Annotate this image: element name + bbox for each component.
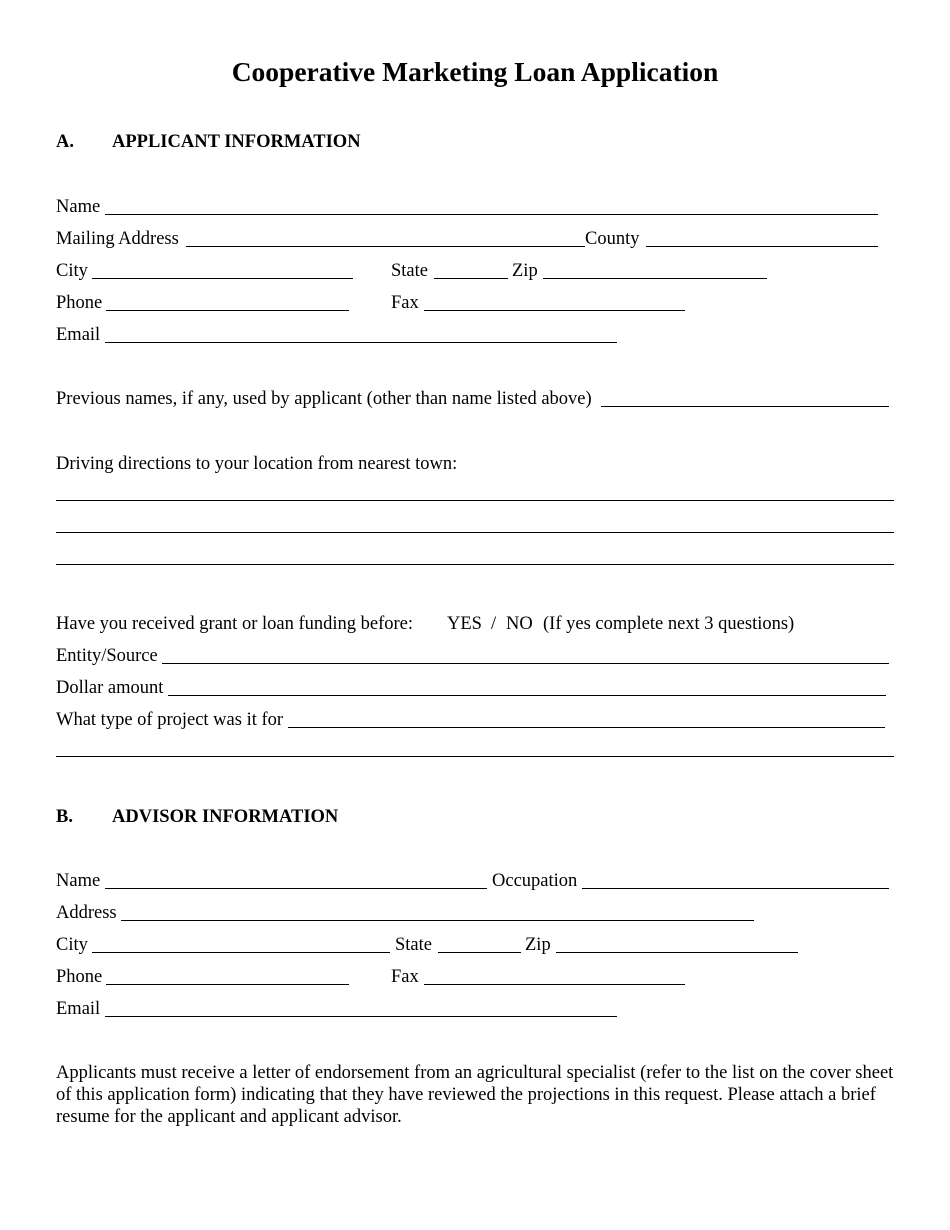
applicant-phone-label: Phone [56, 293, 103, 313]
funding-no-option[interactable]: NO [506, 614, 533, 634]
applicant-email-label: Email [56, 325, 101, 345]
applicant-state-field[interactable] [434, 278, 508, 279]
applicant-mailing-address-label: Mailing Address [56, 229, 179, 249]
section-b-title: ADVISOR INFORMATION [112, 807, 339, 827]
advisor-city-field[interactable] [92, 952, 390, 953]
entity-source-label: Entity/Source [56, 646, 158, 666]
driving-directions-line-1[interactable] [56, 500, 894, 501]
project-type-field[interactable] [288, 727, 885, 728]
advisor-state-label: State [395, 935, 432, 955]
advisor-phone-row [56, 965, 894, 989]
funding-option-separator: / [491, 614, 497, 634]
advisor-state-field[interactable] [438, 952, 521, 953]
applicant-address-row [56, 227, 894, 251]
advisor-name-row [56, 869, 894, 893]
section-a-title: APPLICANT INFORMATION [112, 132, 361, 152]
applicant-state-label: State [391, 261, 428, 281]
endorsement-instructions: Applicants must receive a letter of endorsement from an agricultural specialist (refer to the list on the cover sheet of this application form) indicating that they have reviewed the projections in this request. Please attach a brief resume for the applicant and applicant advisor. [56, 1063, 894, 1127]
applicant-city-field[interactable] [92, 278, 353, 279]
applicant-zip-field[interactable] [543, 278, 767, 279]
applicant-name-label: Name [56, 197, 101, 217]
project-type-row [56, 708, 894, 732]
section-b-letter: B. [56, 807, 73, 827]
section-b-heading [56, 805, 338, 829]
previous-names-label: Previous names, if any, used by applicant (other than name listed above) [56, 389, 592, 409]
advisor-email-label: Email [56, 999, 101, 1019]
advisor-zip-label: Zip [525, 935, 551, 955]
previous-names-field[interactable] [601, 406, 889, 407]
applicant-phone-field[interactable] [106, 310, 349, 311]
advisor-occupation-label: Occupation [492, 871, 578, 891]
entity-source-field[interactable] [162, 663, 889, 664]
funding-question-label: Have you received grant or loan funding before: [56, 614, 414, 634]
driving-directions-label: Driving directions to your location from nearest town: [56, 454, 458, 474]
previous-names-row [56, 387, 894, 411]
applicant-email-field[interactable] [105, 342, 617, 343]
advisor-name-field[interactable] [105, 888, 487, 889]
driving-directions-line-2[interactable] [56, 532, 894, 533]
funding-note: (If yes complete next 3 questions) [543, 614, 795, 634]
advisor-city-row [56, 933, 894, 957]
advisor-address-field[interactable] [121, 920, 754, 921]
advisor-email-field[interactable] [105, 1016, 617, 1017]
applicant-county-label: County [585, 229, 640, 249]
applicant-county-field[interactable] [646, 246, 878, 247]
advisor-address-row [56, 901, 894, 925]
applicant-email-row [56, 323, 894, 347]
advisor-city-label: City [56, 935, 88, 955]
applicant-fax-field[interactable] [424, 310, 685, 311]
project-type-label: What type of project was it for [56, 710, 284, 730]
dollar-amount-row [56, 676, 894, 700]
advisor-email-row [56, 997, 894, 1021]
dollar-amount-label: Dollar amount [56, 678, 164, 698]
advisor-fax-field[interactable] [424, 984, 685, 985]
applicant-name-field[interactable] [105, 214, 878, 215]
page-title: Cooperative Marketing Loan Application [231, 56, 719, 87]
project-type-line-2[interactable] [56, 756, 894, 757]
advisor-name-label: Name [56, 871, 101, 891]
section-a-heading [56, 130, 361, 154]
driving-directions-line-3[interactable] [56, 564, 894, 565]
dollar-amount-field[interactable] [168, 695, 886, 696]
applicant-fax-label: Fax [391, 293, 419, 313]
applicant-city-row [56, 259, 894, 283]
entity-source-row [56, 644, 894, 668]
advisor-zip-field[interactable] [556, 952, 798, 953]
advisor-address-label: Address [56, 903, 117, 923]
advisor-phone-label: Phone [56, 967, 103, 987]
applicant-city-label: City [56, 261, 88, 281]
applicant-name-row [56, 195, 894, 219]
advisor-phone-field[interactable] [106, 984, 349, 985]
applicant-phone-row [56, 291, 894, 315]
advisor-fax-label: Fax [391, 967, 419, 987]
section-a-letter: A. [56, 132, 74, 152]
funding-yes-option[interactable]: YES [447, 614, 482, 634]
advisor-occupation-field[interactable] [582, 888, 889, 889]
applicant-zip-label: Zip [512, 261, 538, 281]
applicant-mailing-address-field[interactable] [186, 246, 585, 247]
funding-question-row [56, 612, 894, 636]
